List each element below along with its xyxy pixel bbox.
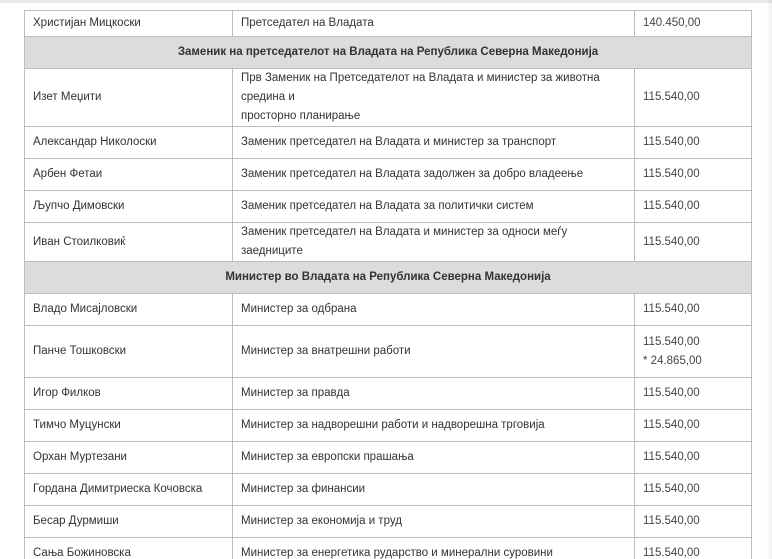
position-line: Прв Заменик на Претседателот на Владата и министер за животна средина и	[241, 72, 600, 103]
salary-cell: 115.540,00	[635, 538, 752, 559]
name-cell: Александар Николоски	[25, 127, 233, 159]
position-cell: Министер за енергетика рударство и минерални суровини	[233, 538, 635, 559]
position-cell: Заменик претседател на Владата за политички систем	[233, 191, 635, 223]
position-cell: Министер за внатрешни работи	[233, 326, 635, 378]
name-cell: Изет Меџити	[25, 69, 233, 127]
name-cell: Сања Божиновска	[25, 538, 233, 559]
position-line: просторно планирање	[241, 110, 361, 122]
table-row	[25, 326, 752, 378]
scroll-edge-shadow	[766, 0, 772, 559]
name-cell: Владо Мисајловски	[25, 294, 233, 326]
salary-cell	[635, 326, 752, 378]
name-cell: Панче Тошковски	[25, 326, 233, 378]
table-row	[25, 294, 752, 326]
position-cell: Министер за надворешни работи и надворешна трговија	[233, 410, 635, 442]
position-cell	[233, 69, 635, 127]
table-row	[25, 410, 752, 442]
salary-cell: 115.540,00	[635, 69, 752, 127]
name-cell: Љупчо Димовски	[25, 191, 233, 223]
name-cell: Арбен Фетаи	[25, 159, 233, 191]
name-cell: Бесар Дурмиши	[25, 506, 233, 538]
salary-cell: 115.540,00	[635, 294, 752, 326]
salary-cell: 115.540,00	[635, 127, 752, 159]
name-cell: Христијан Мицкоски	[25, 11, 233, 37]
salary-cell: 115.540,00	[635, 506, 752, 538]
name-cell: Тимчо Муцунски	[25, 410, 233, 442]
table-row	[25, 442, 752, 474]
name-cell: Иван Стоилковиќ	[25, 223, 233, 262]
top-divider	[0, 0, 772, 3]
table-row	[25, 378, 752, 410]
table-row	[25, 506, 752, 538]
position-cell: Заменик претседател на Владата и министер за транспорт	[233, 127, 635, 159]
name-cell: Игор Филков	[25, 378, 233, 410]
position-cell: Министер за правда	[233, 378, 635, 410]
table-row	[25, 127, 752, 159]
table-row	[25, 159, 752, 191]
salary-cell: 115.540,00	[635, 474, 752, 506]
name-cell: Орхан Муртезани	[25, 442, 233, 474]
position-cell: Претседател на Владата	[233, 11, 635, 37]
salary-cell: 115.540,00	[635, 410, 752, 442]
section-title: Министер во Владата на Република Северна Македонија	[25, 262, 752, 294]
name-cell: Гордана Димитриеска Кочовска	[25, 474, 233, 506]
position-cell: Заменик претседател на Владата задолжен за добро владеење	[233, 159, 635, 191]
position-cell: Министер за одбрана	[233, 294, 635, 326]
salary-cell: 115.540,00	[635, 223, 752, 262]
position-cell: Заменик претседател на Владата и министер за односи меѓу заедниците	[233, 223, 635, 262]
salary-cell: 115.540,00	[635, 191, 752, 223]
table-row	[25, 223, 752, 262]
table-row	[25, 11, 752, 37]
salary-table	[24, 10, 752, 559]
section-header-row	[25, 37, 752, 69]
table-row	[25, 191, 752, 223]
salary-cell: 115.540,00	[635, 378, 752, 410]
salary-cell: 115.540,00	[635, 159, 752, 191]
salary-value: 115.540,00	[643, 335, 700, 348]
position-cell: Министер за економија и труд	[233, 506, 635, 538]
table-row	[25, 474, 752, 506]
section-header-row	[25, 262, 752, 294]
position-cell: Министер за европски прашања	[233, 442, 635, 474]
salary-extra-value: * 24.865,00	[643, 354, 702, 367]
table-row	[25, 69, 752, 127]
section-title: Заменик на претседателот на Владата на Република Северна Македонија	[25, 37, 752, 69]
salary-cell: 115.540,00	[635, 442, 752, 474]
position-cell: Министер за финансии	[233, 474, 635, 506]
salary-cell: 140.450,00	[635, 11, 752, 37]
table-row	[25, 538, 752, 559]
